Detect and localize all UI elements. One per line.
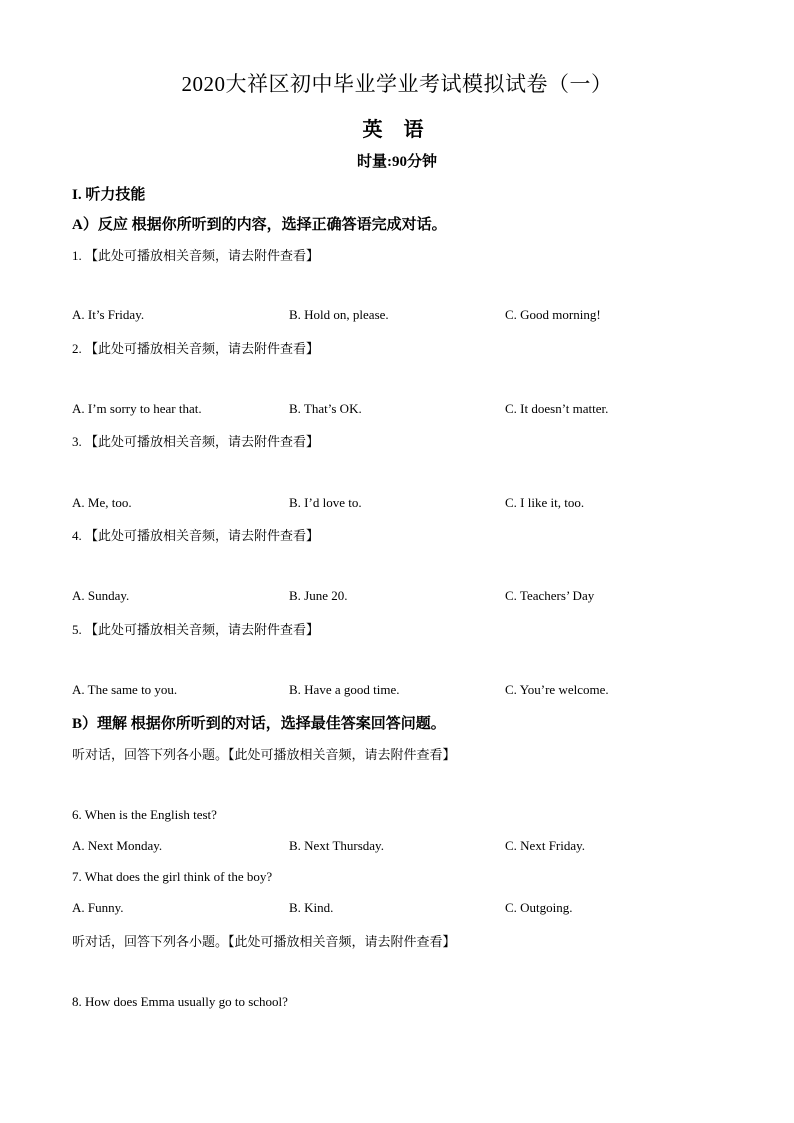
question-6-option-c: C. Next Friday. bbox=[505, 838, 586, 853]
subject-heading: 英 语 bbox=[362, 119, 432, 141]
question-2-label: 2. 【此处可播放相关音频，请去附件查看】 bbox=[72, 341, 320, 356]
question-1-option-b: B. Hold on, please. bbox=[289, 307, 389, 322]
question-1-option-c: C. Good morning! bbox=[505, 307, 601, 322]
question-6-option-a: A. Next Monday. bbox=[72, 838, 163, 853]
question-6-option-b: B. Next Thursday. bbox=[289, 838, 384, 853]
question-6-label: 6. When is the English test? bbox=[72, 807, 217, 822]
question-7-label: 7. What does the girl think of the boy? bbox=[72, 869, 273, 884]
duration-label: 时量:90分钟 bbox=[357, 154, 437, 170]
question-1-option-a: A. It’s Friday. bbox=[72, 307, 145, 322]
question-5-label: 5. 【此处可播放相关音频，请去附件查看】 bbox=[72, 622, 320, 637]
question-3-label: 3. 【此处可播放相关音频，请去附件查看】 bbox=[72, 434, 320, 449]
listening-instruction-1: 听对话，回答下列各小题。【此处可播放相关音频，请去附件查看】 bbox=[72, 747, 456, 762]
question-5-option-b: B. Have a good time. bbox=[289, 682, 400, 697]
part-b-instructions: B）理解 根据你所听到的对话，选择最佳答案回答问题。 bbox=[72, 716, 446, 732]
question-2-option-b: B. That’s OK. bbox=[289, 401, 362, 416]
question-4-option-b: B. June 20. bbox=[289, 588, 348, 603]
question-3-option-a: A. Me, too. bbox=[72, 495, 132, 510]
listening-instruction-2: 听对话，回答下列各小题。【此处可播放相关音频，请去附件查看】 bbox=[72, 934, 456, 949]
question-5-option-c: C. You’re welcome. bbox=[505, 682, 609, 697]
question-2-option-c: C. It doesn’t matter. bbox=[505, 401, 609, 416]
question-3-option-c: C. I like it, too. bbox=[505, 495, 585, 510]
question-8-label: 8. How does Emma usually go to school? bbox=[72, 994, 288, 1009]
question-7-option-c: C. Outgoing. bbox=[505, 900, 573, 915]
part-a-instructions: A）反应 根据你所听到的内容，选择正确答语完成对话。 bbox=[72, 217, 447, 233]
section-heading: I. 听力技能 bbox=[72, 187, 146, 203]
question-4-option-a: A. Sunday. bbox=[72, 588, 130, 603]
question-7-option-a: A. Funny. bbox=[72, 900, 124, 915]
question-1-label: 1. 【此处可播放相关音频，请去附件查看】 bbox=[72, 248, 320, 263]
question-4-option-c: C. Teachers’ Day bbox=[505, 588, 595, 603]
exam-title: 2020大祥区初中毕业学业考试模拟试卷（一） bbox=[181, 72, 613, 96]
question-3-option-b: B. I’d love to. bbox=[289, 495, 362, 510]
question-4-label: 4. 【此处可播放相关音频，请去附件查看】 bbox=[72, 528, 320, 543]
question-2-option-a: A. I’m sorry to hear that. bbox=[72, 401, 202, 416]
question-7-option-b: B. Kind. bbox=[289, 900, 334, 915]
question-5-option-a: A. The same to you. bbox=[72, 682, 178, 697]
